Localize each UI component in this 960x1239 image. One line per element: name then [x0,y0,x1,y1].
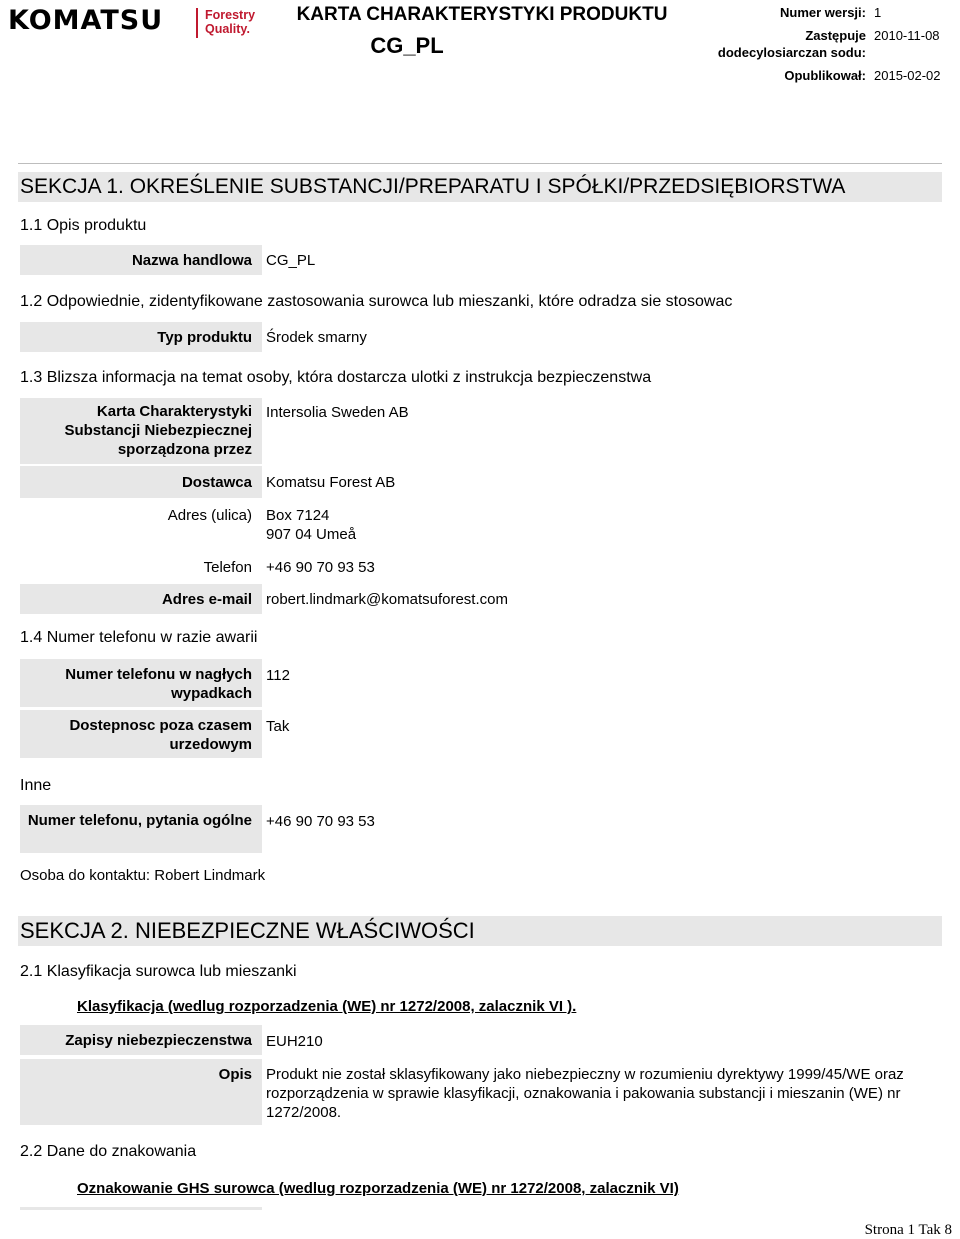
brand-line-2: Quality. [205,22,250,36]
subsection-1-4: 1.4 Numer telefonu w razie awarii [20,629,258,646]
document-product-name: CG_PL [370,33,444,58]
phone-value: +46 90 70 93 53 [266,559,375,576]
header-rule [18,163,942,164]
brand-divider [196,8,198,38]
brand-line-1: Forestry [205,8,256,22]
trade-name-value: CG_PL [266,252,316,269]
phone-label: Telefon [203,559,252,576]
komatsu-logo [8,6,176,36]
other-heading: Inne [20,777,52,794]
document-title: KARTA CHARAKTERYSTYKI PRODUKTU [296,4,668,25]
subsection-2-1: 2.1 Klasyfikacja surowca lub mieszanki [20,963,297,980]
description-label: Opis [20,1059,262,1125]
product-type-value: Środek smarny [266,329,367,346]
labelling-box-top [20,1207,262,1210]
logo-text: KOMATSU [8,5,164,36]
published-value: 2015-02-02 [874,68,941,83]
emergency-phone-label: Numer telefonu w nagłych wypadkach [20,659,262,707]
prepared-by-label: Karta Charakterystyki Substancji Niebezpiecznej sporządzona przez [20,398,262,464]
availability-label: Dostepnosc poza czasem urzedowym [20,710,262,758]
page-number: Strona 1 Tak 8 [864,1222,952,1238]
email-label: Adres e-mail [20,584,262,614]
prepared-by-value: Intersolia Sweden AB [266,404,409,421]
replaces-row [660,27,866,44]
brand-tagline [205,8,265,36]
published-label: Opublikował: [784,68,866,83]
classification-heading: Klasyfikacja (wedlug rozporzadzenia (WE) nr 1272/2008, zalacznik VI ). [77,998,577,1015]
version-label: Numer wersji: [780,5,866,20]
general-phone-value: +46 90 70 93 53 [266,813,375,830]
supplier-code-label: dodecylosiarczan sodu: [717,45,866,60]
section-2-heading: SEKCJA 2. NIEBEZPIECZNE WŁAŚCIWOŚCI [18,916,942,946]
version-value: 1 [874,5,882,20]
hazard-statements-value: EUH210 [266,1033,323,1050]
version-row [660,4,866,21]
address-line-1: Box 7124 [266,507,330,524]
subsection-2-2: 2.2 Dane do znakowania [20,1143,197,1160]
description-value: Produkt nie został sklasyfikowany jako niebezpieczny w rozumieniu dyrektywy 1999/45/WE oraz rozporządzenia w sprawie klasyfikacji, oznakowania i pakowania substancji i mieszanin (WE) nr 1272/2008. [266,1066,904,1121]
subsection-1-2: 1.2 Odpowiednie, zidentyfikowane zastosowania surowca lub mieszanki, które odradza sie stosowac [20,293,733,310]
email-value[interactable]: robert.lindmark@komatsuforest.com [266,591,508,608]
published-row [660,67,866,84]
replaces-label: Zastępuje [805,28,866,43]
trade-name-label: Nazwa handlowa [20,245,262,275]
address-label: Adres (ulica) [167,507,252,524]
contact-person: Osoba do kontaktu: Robert Lindmark [20,867,266,884]
general-phone-label: Numer telefonu, pytania ogólne [20,805,262,853]
labelling-heading: Oznakowanie GHS surowca (wedlug rozporzadzenia (WE) nr 1272/2008, zalacznik VI) [77,1180,679,1197]
address-line-2: 907 04 Umeå [266,526,357,543]
subsection-1-1: 1.1 Opis produktu [20,217,147,234]
availability-value: Tak [266,718,290,735]
supplier-code-row [660,44,866,61]
supplier-value: Komatsu Forest AB [266,474,396,491]
section-1-heading: SEKCJA 1. OKREŚLENIE SUBSTANCJI/PREPARATU I SPÓŁKI/PRZEDSIĘBIORSTWA [18,172,942,202]
emergency-phone-value: 112 [266,667,290,684]
hazard-statements-label: Zapisy niebezpieczenstwa [20,1025,262,1055]
replaces-value: 2010-11-08 [874,28,940,43]
product-type-label: Typ produktu [20,322,262,352]
supplier-label: Dostawca [20,466,262,498]
subsection-1-3: 1.3 Blizsza informacja na temat osoby, która dostarcza ulotki z instrukcja bezpieczenstwa [20,369,652,386]
